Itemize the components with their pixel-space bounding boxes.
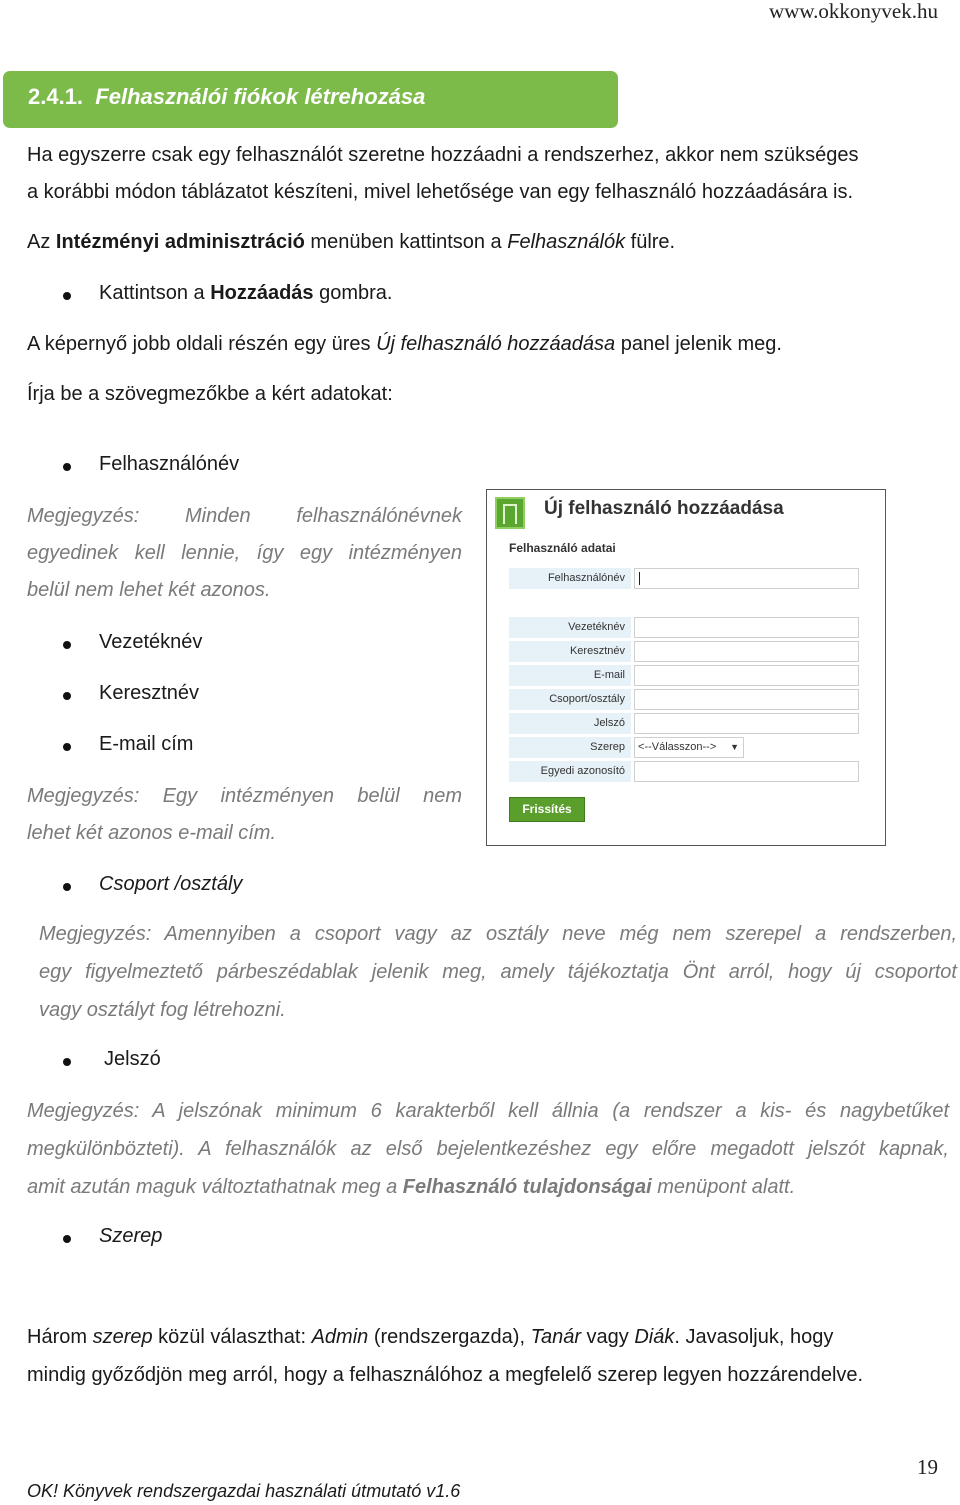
lastname-label: Vezetéknév: [509, 617, 631, 638]
page-number: 19: [917, 1455, 938, 1479]
intro-line-2: a korábbi módon táblázatot készíteni, mivel lehetősége van egy felhasználó hozzáadására is.: [27, 181, 854, 203]
group-note: [39, 915, 957, 1029]
roles-text: vagy: [581, 1326, 635, 1348]
password-note-line-3: [27, 1168, 949, 1206]
password-note-line-2: megkülönbözteti). A felhasználók az első bejelentkezéshez egy előre megadott jelszót kapnak,: [27, 1138, 949, 1160]
field-username: Felhasználónév: [99, 453, 240, 475]
user-add-icon: [495, 497, 525, 529]
role-select[interactable]: [634, 737, 744, 758]
username-note-line-3: belül nem lehet két azonos.: [27, 579, 271, 601]
password-note-post: menüpont alatt.: [651, 1176, 796, 1198]
username-input[interactable]: [634, 568, 859, 589]
panel-section-label: Felhasználó adatai: [509, 541, 616, 555]
step-2-pre: Kattintson a: [99, 282, 211, 304]
step-1-menu: Intézményi adminisztráció: [55, 231, 305, 253]
site-url: www.okkonyvek.hu: [769, 0, 938, 23]
username-note-line-2: egyedinek kell lennie, így egy intézményen: [27, 542, 462, 564]
username-note-line-1: Megjegyzés: Minden felhasználónévnek: [27, 505, 462, 527]
section-title: Felhasználói fiókok létrehozása: [95, 84, 426, 109]
step-1-post: fülre.: [625, 231, 676, 253]
step-3: [27, 326, 782, 363]
password-label: Jelszó: [509, 713, 631, 734]
bullet-dot: [63, 692, 71, 700]
email-note: [27, 778, 462, 852]
step-1-mid: menüben kattintson a: [304, 231, 508, 253]
step-1-pre: Az: [27, 231, 56, 253]
chevron-down-icon: ▼: [730, 742, 739, 752]
bullet-dot: [63, 1235, 71, 1243]
field-lastname: Vezetéknév: [99, 631, 203, 653]
group-note-line-2: egy figyelmeztető párbeszédablak jelenik meg, amely tájékoztatja Önt arról, hogy új csoportot: [39, 961, 957, 983]
roles-text: Három: [27, 1326, 93, 1348]
roles-text: (rendszergazda),: [368, 1326, 531, 1348]
password-note-pre: amit azután maguk változtathatnak meg a: [27, 1176, 403, 1198]
field-group: Csoport /osztály: [99, 873, 243, 895]
bullet-dot: [63, 463, 71, 471]
group-note-line-1: Megjegyzés: Amennyiben a csoport vagy az osztály neve még nem szerepel a rendszerben,: [39, 923, 957, 945]
firstname-input[interactable]: [634, 641, 859, 662]
new-user-panel-screenshot: [486, 489, 886, 846]
field-password: Jelszó: [104, 1048, 161, 1070]
step-1-tab: Felhasználók: [507, 231, 626, 253]
bullet-dot: [63, 743, 71, 751]
password-input[interactable]: [634, 713, 859, 734]
email-input[interactable]: [634, 665, 859, 686]
roles-line-1: [27, 1319, 833, 1356]
username-label: Felhasználónév: [509, 568, 631, 589]
roles-line-2: mindig győződjön meg arról, hogy a felhasználóhoz a megfelelő szerep legyen hozzárendelve.: [27, 1364, 864, 1386]
bullet-dot: [63, 883, 71, 891]
intro-line-1: Ha egyszerre csak egy felhasználót szeretne hozzáadni a rendszerhez, akkor nem szükséges: [27, 144, 859, 166]
firstname-label: Keresztnév: [509, 641, 631, 662]
email-note-line-1: Megjegyzés: Egy intézményen belül nem: [27, 785, 462, 807]
section-heading: [28, 84, 425, 110]
lastname-input[interactable]: [634, 617, 859, 638]
group-note-line-3: vagy osztályt fog létrehozni.: [39, 999, 286, 1021]
bullet-dot: [63, 292, 71, 300]
role-student: Diák: [634, 1326, 675, 1348]
footer-doc-title: OK! Könyvek rendszergazdai használati útmutató v1.6: [27, 1481, 461, 1501]
step-2-post: gombra.: [313, 282, 393, 304]
password-note-line-1: Megjegyzés: A jelszónak minimum 6 karakterből kell állnia (a rendszer a kis- és nagybetűket: [27, 1100, 949, 1122]
role-label: Szerep: [509, 737, 631, 758]
text-cursor: [639, 572, 640, 585]
field-firstname: Keresztnév: [99, 682, 200, 704]
group-label: Csoport/osztály: [509, 689, 631, 710]
roles-text: . Javasoljuk, hogy: [674, 1326, 834, 1348]
password-note: [27, 1092, 949, 1206]
panel-title: Új felhasználó hozzáadása: [544, 498, 784, 519]
refresh-button[interactable]: Frissítés: [509, 797, 585, 822]
email-label: E-mail: [509, 665, 631, 686]
group-input[interactable]: [634, 689, 859, 710]
field-email: E-mail cím: [99, 733, 194, 755]
step-2-button-name: Hozzáadás: [210, 282, 314, 304]
field-role: Szerep: [99, 1225, 163, 1247]
role-teacher: Tanár: [530, 1326, 581, 1348]
step-3-pre: A képernyő jobb oldali részén egy üres: [27, 333, 377, 355]
password-note-menu: Felhasználó tulajdonságai: [402, 1176, 652, 1198]
role-select-value: <--Válasszon-->: [638, 741, 717, 753]
id-input[interactable]: [634, 761, 859, 782]
bullet-dot: [63, 641, 71, 649]
email-note-line-2: lehet két azonos e-mail cím.: [27, 822, 276, 844]
roles-text: szerep: [92, 1326, 153, 1348]
section-number: 2.4.1.: [28, 84, 84, 109]
step-2: [99, 282, 393, 305]
roles-text: közül választhat:: [152, 1326, 312, 1348]
username-note: [27, 498, 462, 609]
id-label: Egyedi azonosító: [509, 761, 631, 782]
role-admin: Admin: [311, 1326, 369, 1348]
step-4: Írja be a szövegmezőkbe a kért adatokat:: [27, 383, 393, 405]
step-1: [27, 224, 675, 261]
step-3-post: panel jelenik meg.: [615, 333, 782, 355]
bullet-dot: [63, 1058, 71, 1066]
step-3-panel-name: Új felhasználó hozzáadása: [376, 333, 616, 355]
